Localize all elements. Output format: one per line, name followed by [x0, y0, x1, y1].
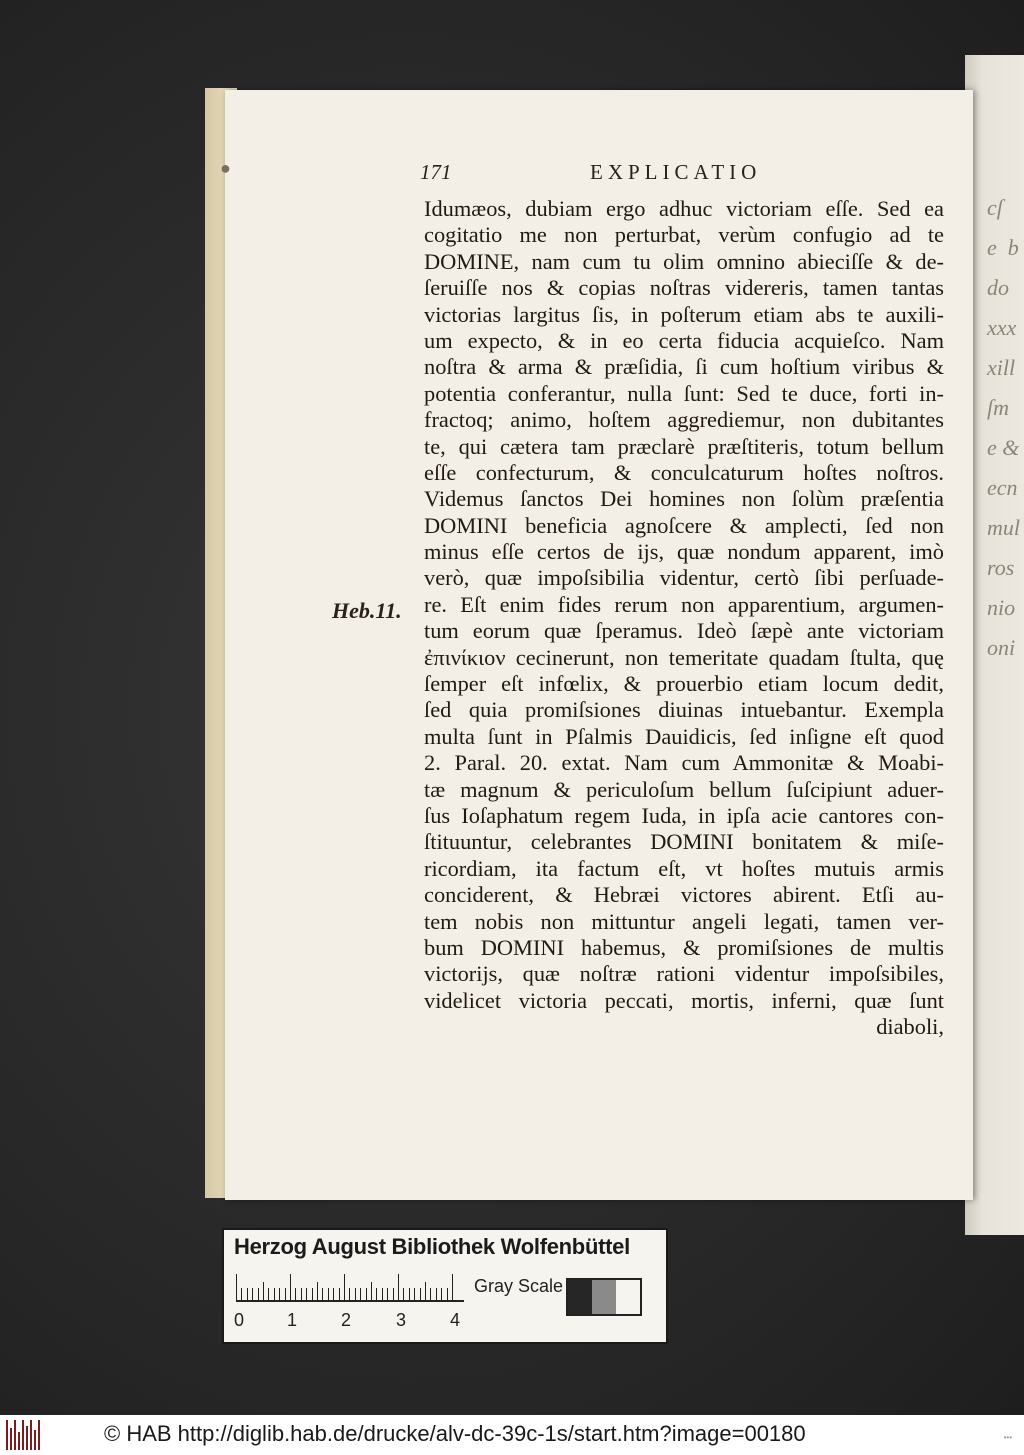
scale-digit: 3	[396, 1310, 407, 1330]
ruler-tick	[258, 1288, 259, 1300]
text-line: 2. Paral. 20. extat. Nam cum Ammonitæ & Moabi-	[424, 750, 944, 776]
ruler-tick	[452, 1274, 453, 1300]
text-line: victorijs, quæ noſtræ rationi videntur impoſsibiles,	[424, 961, 944, 987]
footer-credit[interactable]: © HAB http://diglib.hab.de/drucke/alv-dc-39c-1s/start.htm?image=00180	[104, 1421, 806, 1446]
logo-bar	[18, 1432, 20, 1450]
ruler-tick	[339, 1288, 340, 1300]
text-line: fractoq; animo, hoſtem aggrediemur, non dubitantes	[424, 407, 944, 433]
ruler-tick	[387, 1288, 388, 1300]
ruler-tick	[420, 1288, 421, 1300]
ruler-tick	[322, 1288, 323, 1300]
ruler-tick	[252, 1288, 253, 1300]
text-line: Videmus ſanctos Dei homines non ſolùm præſentia	[424, 486, 944, 512]
swatch-light	[616, 1280, 640, 1314]
ruler-tick	[247, 1288, 248, 1300]
text-line: verò, quæ impoſsibilia videntur, certò ſibi perſuade-	[424, 565, 944, 591]
logo-bar	[26, 1426, 28, 1450]
page-number: 171	[420, 160, 452, 184]
ruler-tick	[263, 1282, 264, 1300]
text-line: potentia conferantur, nulla ſunt: Sed te duce, forti in-	[424, 380, 944, 406]
ruler-tick	[393, 1288, 394, 1300]
text-line: ſus Ioſaphatum regem Iuda, in ipſa acie cantores con-	[424, 802, 944, 828]
gray-scale-label: Gray Scale	[474, 1276, 564, 1296]
ruler-tick	[414, 1288, 415, 1300]
text-line: DOMINI beneficia agnoſcere & amplecti, ſed non	[424, 512, 944, 538]
ruler-tick	[360, 1288, 361, 1300]
ruler-tick	[430, 1288, 431, 1300]
gray-swatches	[566, 1278, 642, 1316]
text-line: tem nobis non mittuntur angeli legati, tamen ver-	[424, 908, 944, 934]
swatch-mid	[592, 1280, 616, 1314]
text-line: ricordiam, ita factum eſt, vt hoſtes mutuis armis	[424, 855, 944, 881]
scale-digit: 0	[234, 1310, 245, 1330]
text-line: ſeruiſſe nos & copias noſtras videreris, tamen tantas	[424, 275, 944, 301]
logo-bar	[22, 1420, 24, 1450]
hab-logo-icon	[6, 1420, 44, 1450]
ruler-tick	[441, 1288, 442, 1300]
ruler-tick	[436, 1288, 437, 1300]
logo-bar	[30, 1420, 32, 1450]
ruler-tick	[295, 1288, 296, 1300]
facing-page-edge: cſ e b do xxx xill ſm e & ecn mul ros nio oni	[965, 55, 1024, 1235]
ruler-tick	[425, 1282, 426, 1300]
scale-digit: 4	[450, 1310, 461, 1330]
ruler-tick	[355, 1288, 356, 1300]
text-line: ſemper eſt infœlix, & prouerbio etiam locum dedit,	[424, 671, 944, 697]
footer-dots: •••	[1003, 1433, 1012, 1442]
ruler-tick	[317, 1282, 318, 1300]
running-head	[420, 160, 940, 190]
scale-digit: 1	[287, 1310, 298, 1330]
body-text	[424, 196, 944, 1041]
ruler-tick	[328, 1288, 329, 1300]
ruler-tick	[403, 1288, 404, 1300]
footer-bar	[0, 1415, 1024, 1455]
text-line: tum eorum quæ ſperamus. Ideò ſæpè ante victoriam	[424, 618, 944, 644]
ruler-tick	[274, 1288, 275, 1300]
text-line: ſtituuntur, celebrantes DOMINI bonitatem & miſe-	[424, 829, 944, 855]
scale-digit: 2	[341, 1310, 352, 1330]
ruler-tick	[268, 1288, 269, 1300]
ruler-tick	[349, 1288, 350, 1300]
logo-bar	[10, 1428, 12, 1450]
text-line: bum DOMINI habemus, & promiſsiones de multis	[424, 934, 944, 960]
text-line: DOMINE, nam cum tu olim omnino abieciſſe & de-	[424, 248, 944, 274]
running-title: EXPLICATIO	[590, 160, 762, 184]
text-line: noſtra & arma & præſidia, ſi cum hoſtium viribus &	[424, 354, 944, 380]
text-line: Idumæos, dubiam ergo adhuc victoriam eſſe. Sed ea	[424, 196, 944, 221]
logo-bar	[6, 1420, 8, 1450]
text-line: minus eſſe certos de ijs, quæ nondum apparent, imò	[424, 539, 944, 565]
text-line: cogitatio me non perturbat, verùm confugio ad te	[424, 222, 944, 248]
ruler-tick	[236, 1274, 237, 1300]
ruler-tick	[241, 1288, 242, 1300]
text-line: te, qui cætera tam præclarè præſtiteris, totum bellum	[424, 433, 944, 459]
institution-name: Herzog August Bibliothek Wolfenbüttel	[234, 1234, 630, 1259]
swatch-dark	[568, 1280, 592, 1314]
text-line: re. Eſt enim fides rerum non apparentium, argumen-	[424, 591, 944, 617]
text-line: multa ſunt in Pſalmis Dauidicis, ſed inſigne eſt quod	[424, 723, 944, 749]
ruler-tick	[333, 1288, 334, 1300]
page-mark: ●	[220, 158, 231, 178]
ruler-tick	[290, 1274, 291, 1300]
logo-bar	[38, 1420, 40, 1450]
ruler-tick	[301, 1288, 302, 1300]
ruler-tick	[398, 1274, 399, 1300]
ruler-tick	[312, 1288, 313, 1300]
ruler-tick	[306, 1288, 307, 1300]
ruler-tick	[371, 1282, 372, 1300]
ruler-tick	[382, 1288, 383, 1300]
ruler-tick	[279, 1288, 280, 1300]
ruler-tick	[409, 1288, 410, 1300]
text-line: victorias largitus ſis, in poſterum etiam abs te auxili-	[424, 301, 944, 327]
ruler-tick	[366, 1288, 367, 1300]
logo-bar	[34, 1430, 36, 1450]
text-line: ἐπινίκιον cecinerunt, non temeritate quadam ſtulta, quę	[424, 644, 944, 670]
color-target-card	[222, 1228, 668, 1344]
ruler-tick	[447, 1288, 448, 1300]
scale-ruler	[236, 1270, 464, 1302]
ruler-tick	[344, 1274, 345, 1300]
ruler-tick	[285, 1288, 286, 1300]
logo-bar	[14, 1420, 16, 1450]
ruler-tick	[376, 1288, 377, 1300]
text-line: conciderent, & Hebræi victores abirent. Etſi au-	[424, 882, 944, 908]
text-line: ſed quia promiſsiones diuinas intuebantur. Exempla	[424, 697, 944, 723]
marginal-note: Heb.11.	[332, 598, 402, 623]
text-line: tæ magnum & periculoſum bellum ſuſcipiunt aduer-	[424, 776, 944, 802]
catchword: diaboli,	[876, 1014, 944, 1040]
text-line: eſſe confecturum, & conculcaturum hoſtes noſtros.	[424, 459, 944, 485]
text-line: um expecto, & in eo certa fiducia acquieſco. Nam	[424, 327, 944, 353]
text-line: videlicet victoria peccati, mortis, inferni, quæ ſunt	[424, 987, 944, 1013]
